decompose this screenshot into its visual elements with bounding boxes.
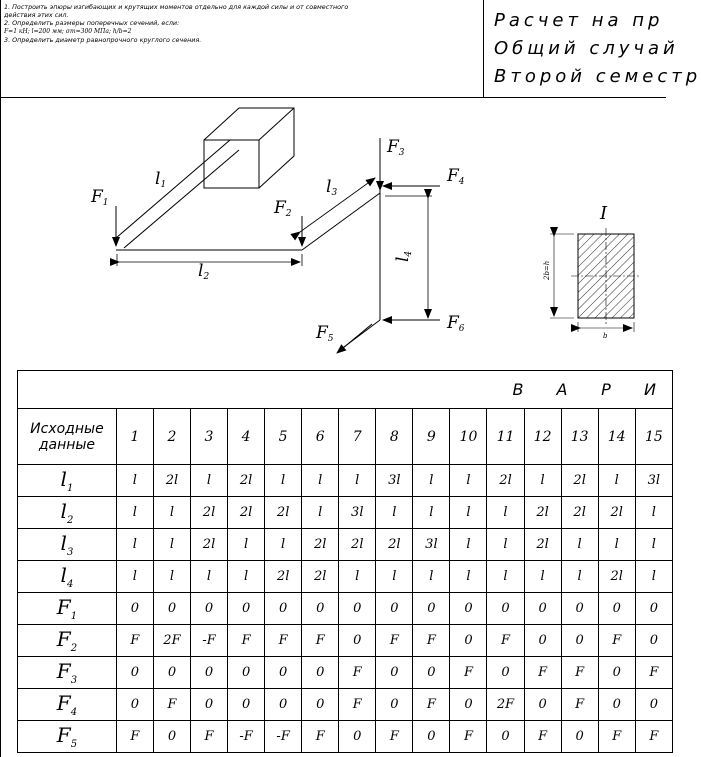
table-cell: l (302, 497, 339, 529)
table-cell: F (598, 721, 635, 753)
label-f1: F1 (91, 187, 109, 208)
table-cell: l (561, 561, 598, 593)
table-cell: 2l (598, 561, 635, 593)
row-label-index: 3 (70, 675, 78, 686)
row-label-index: 2 (70, 643, 78, 654)
column-number: 12 (524, 409, 561, 465)
header-label-line-2: данные (38, 436, 96, 453)
table-cell: 0 (376, 657, 413, 689)
table-cell: 0 (302, 689, 339, 721)
table-cell: 0 (598, 657, 635, 689)
table-cell: 0 (153, 657, 190, 689)
table-cell: F (635, 721, 672, 753)
table-cell: 0 (487, 593, 524, 625)
label-f2: F2 (274, 198, 292, 219)
table-cell: 0 (265, 689, 302, 721)
row-label-symbol: F (56, 659, 71, 683)
table-cell: 0 (413, 657, 450, 689)
row-label-index: 5 (70, 739, 78, 750)
row-label (18, 497, 117, 529)
table-cell: F (116, 721, 153, 753)
table-cell: 0 (116, 657, 153, 689)
table-cell: F (487, 625, 524, 657)
table-row (18, 689, 673, 721)
table-cell: 3l (376, 465, 413, 497)
table-cell: -F (190, 625, 227, 657)
title-line-1: Расчет на пр (494, 10, 664, 31)
table-cell: 2l (339, 529, 376, 561)
table-cell: F (190, 721, 227, 753)
fixed-support (204, 108, 294, 188)
table-cell: l (116, 561, 153, 593)
table-cell: F (561, 657, 598, 689)
table-cell: 0 (302, 593, 339, 625)
table-cell: 0 (265, 593, 302, 625)
row-label-symbol: F (56, 723, 71, 747)
table-row (18, 657, 673, 689)
table-cell: l (116, 497, 153, 529)
source-data-header (18, 409, 117, 465)
row-label-index: 2 (66, 515, 74, 526)
table-row (18, 625, 673, 657)
table-cell: 2l (302, 561, 339, 593)
variant-letter: А (556, 380, 568, 399)
table-cell: 0 (190, 657, 227, 689)
row-label-symbol: l (60, 563, 67, 587)
column-number: 15 (635, 409, 672, 465)
table-cell: l (598, 529, 635, 561)
table-cell: 0 (635, 625, 672, 657)
table-cell: 0 (190, 593, 227, 625)
table-cell: F (524, 721, 561, 753)
table-cell: 0 (524, 593, 561, 625)
table-cell: 2l (561, 497, 598, 529)
column-number: 8 (376, 409, 413, 465)
header-label-line-1: Исходные (30, 420, 104, 437)
label-f6: F6 (447, 313, 465, 334)
table-cell: F (376, 625, 413, 657)
table-cell: 0 (153, 593, 190, 625)
table-cell: l (339, 465, 376, 497)
table-cell: 0 (116, 689, 153, 721)
table-cell: 0 (487, 657, 524, 689)
row-label (18, 465, 117, 497)
table-cell: 2l (153, 465, 190, 497)
column-number: 5 (265, 409, 302, 465)
variant-header-row (18, 371, 673, 409)
table-cell: 2l (524, 529, 561, 561)
table-cell: 3l (339, 497, 376, 529)
table-cell: F (265, 625, 302, 657)
table-cell: l (265, 529, 302, 561)
table-cell: 2l (376, 529, 413, 561)
section-width-label: b (603, 332, 608, 340)
table-row (18, 465, 673, 497)
table-row (18, 561, 673, 593)
task-line-2: действия этих сил. (4, 11, 69, 20)
table-cell: 0 (598, 689, 635, 721)
row-label-index: 1 (66, 483, 74, 494)
column-number: 9 (413, 409, 450, 465)
table-cell: F (302, 721, 339, 753)
row-label (18, 689, 117, 721)
table-cell: l (413, 497, 450, 529)
table-cell: 0 (190, 689, 227, 721)
table-cell: 2F (153, 625, 190, 657)
table-cell: F (524, 657, 561, 689)
row-label-symbol: l (60, 499, 67, 523)
table-row (18, 529, 673, 561)
table-cell: 0 (635, 689, 672, 721)
row-label-index: 1 (70, 611, 78, 622)
table-cell: 0 (450, 593, 487, 625)
table-cell: l (376, 561, 413, 593)
loading-scheme (0, 98, 666, 368)
table-cell: l (376, 497, 413, 529)
title-line-3: Второй семестр (494, 66, 701, 87)
table-cell: -F (228, 721, 265, 753)
row-label-symbol: l (60, 467, 67, 491)
row-label (18, 721, 117, 753)
table-cell: 0 (339, 625, 376, 657)
table-cell: F (635, 657, 672, 689)
table-cell: l (487, 497, 524, 529)
label-l1: l1 (155, 169, 167, 190)
table-cell: 2l (190, 529, 227, 561)
label-f3: F3 (387, 137, 405, 158)
column-number: 13 (561, 409, 598, 465)
table-cell: F (413, 689, 450, 721)
table-cell: 2l (228, 465, 265, 497)
table-cell: 0 (339, 593, 376, 625)
table-cell: 0 (561, 593, 598, 625)
table-cell: l (116, 529, 153, 561)
row-label-symbol: F (56, 691, 71, 715)
table-cell: l (487, 529, 524, 561)
column-number: 2 (153, 409, 190, 465)
table-cell: F (116, 625, 153, 657)
table-cell: 2l (265, 497, 302, 529)
table-cell: l (413, 561, 450, 593)
table-cell: F (376, 721, 413, 753)
table-cell: l (450, 465, 487, 497)
column-number: 4 (228, 409, 265, 465)
table-cell: l (450, 497, 487, 529)
column-number: 14 (598, 409, 635, 465)
table-cell: l (487, 561, 524, 593)
table-cell: l (524, 465, 561, 497)
table-cell: 0 (228, 657, 265, 689)
column-header-row (18, 409, 673, 465)
table-cell: 0 (116, 593, 153, 625)
table-cell: 0 (228, 593, 265, 625)
row-label-index: 3 (66, 547, 74, 558)
table-cell: 0 (376, 689, 413, 721)
table-cell: l (116, 465, 153, 497)
table-cell: 2l (265, 561, 302, 593)
row-label (18, 657, 117, 689)
table-cell: 0 (561, 721, 598, 753)
table-cell: 3l (413, 529, 450, 561)
table-cell: 0 (413, 593, 450, 625)
table-cell: F (302, 625, 339, 657)
table-cell: 0 (339, 721, 376, 753)
table-cell: l (561, 529, 598, 561)
variant-header-cell (18, 371, 673, 409)
table-cell: 0 (487, 721, 524, 753)
table-cell: l (228, 561, 265, 593)
table-cell: l (190, 465, 227, 497)
input-data-table (17, 370, 673, 753)
label-l2: l2 (198, 261, 210, 282)
table-cell: 0 (524, 625, 561, 657)
variant-letters (18, 380, 672, 399)
table-cell: 0 (265, 657, 302, 689)
row-label (18, 529, 117, 561)
section-height-label: 2b=h (543, 260, 551, 280)
table-cell: F (228, 625, 265, 657)
force-f5-arrow (337, 324, 372, 353)
table-cell: 0 (450, 625, 487, 657)
label-f4: F4 (447, 166, 465, 187)
variant-letter: И (644, 380, 656, 399)
table-cell: l (153, 561, 190, 593)
table-cell: F (153, 689, 190, 721)
table-cell: 2F (487, 689, 524, 721)
table-cell: l (450, 561, 487, 593)
row-label-symbol: l (60, 531, 67, 555)
table-cell: 0 (376, 593, 413, 625)
label-l4: l4 (393, 250, 414, 262)
table-cell: -F (265, 721, 302, 753)
table-cell: F (598, 625, 635, 657)
table-row (18, 593, 673, 625)
table-cell: l (413, 465, 450, 497)
table-cell: 0 (413, 721, 450, 753)
table-cell: 0 (153, 721, 190, 753)
title-line-2: Общий случай (494, 38, 679, 59)
column-number: 6 (302, 409, 339, 465)
table-cell: l (635, 529, 672, 561)
table-cell: F (413, 625, 450, 657)
table-cell: F (339, 689, 376, 721)
table-cell: 2l (302, 529, 339, 561)
table-cell: 2l (598, 497, 635, 529)
table-cell: F (339, 657, 376, 689)
table-cell: 2l (190, 497, 227, 529)
label-l3: l3 (326, 177, 338, 198)
table-cell: 2l (487, 465, 524, 497)
section-name: I (600, 203, 608, 224)
table-cell: 0 (302, 657, 339, 689)
table-cell: l (153, 529, 190, 561)
row-label (18, 593, 117, 625)
task-line-1: 1. Построить эпюры изгибающих и крутящих моментов отдельно для каждой силы и от совместного (4, 3, 349, 11)
table-cell: 2l (228, 497, 265, 529)
table-cell: l (302, 465, 339, 497)
table-cell: 0 (524, 689, 561, 721)
table-cell: l (635, 497, 672, 529)
table-cell: 2l (524, 497, 561, 529)
table-cell: l (598, 465, 635, 497)
table-cell: l (190, 561, 227, 593)
row-label (18, 561, 117, 593)
task-description (4, 3, 482, 44)
table-cell: 0 (561, 625, 598, 657)
cross-section (543, 203, 640, 340)
scheme-labels (90, 137, 465, 344)
task-line-3: 2. Определить размеры поперечных сечений, если: (4, 19, 180, 28)
header-divider (483, 0, 484, 98)
table-cell: l (153, 497, 190, 529)
table-cell: l (450, 529, 487, 561)
row-label (18, 625, 117, 657)
table-cell: 0 (635, 593, 672, 625)
table-cell: 3l (635, 465, 672, 497)
column-number: 1 (116, 409, 153, 465)
row-label-symbol: F (56, 595, 71, 619)
table-cell: 0 (228, 689, 265, 721)
table-cell: l (635, 561, 672, 593)
column-number: 7 (339, 409, 376, 465)
table-cell: l (265, 465, 302, 497)
table-cell: 0 (598, 593, 635, 625)
table-row (18, 721, 673, 753)
table-cell: F (561, 689, 598, 721)
table-cell: F (450, 657, 487, 689)
table-cell: F (450, 721, 487, 753)
column-number: 3 (190, 409, 227, 465)
label-f5: F5 (316, 323, 334, 344)
row-label-index: 4 (66, 579, 74, 590)
table-cell: 0 (450, 689, 487, 721)
table-cell: l (228, 529, 265, 561)
table-cell: l (339, 561, 376, 593)
row-label-index: 4 (70, 707, 78, 718)
variant-letter: В (512, 380, 524, 399)
table-row (18, 497, 673, 529)
task-line-5: 3. Определить диаметр равнопрочного круглого сечения. (4, 35, 202, 44)
table-cell: 2l (561, 465, 598, 497)
row-label-symbol: F (56, 627, 71, 651)
table-cell: l (524, 561, 561, 593)
task-line-4: F=1 кН; l=200 мм; σт=300 МПа; h/b=2 (4, 27, 132, 35)
column-number: 11 (487, 409, 524, 465)
variant-letter: Р (601, 380, 611, 399)
column-number: 10 (450, 409, 487, 465)
